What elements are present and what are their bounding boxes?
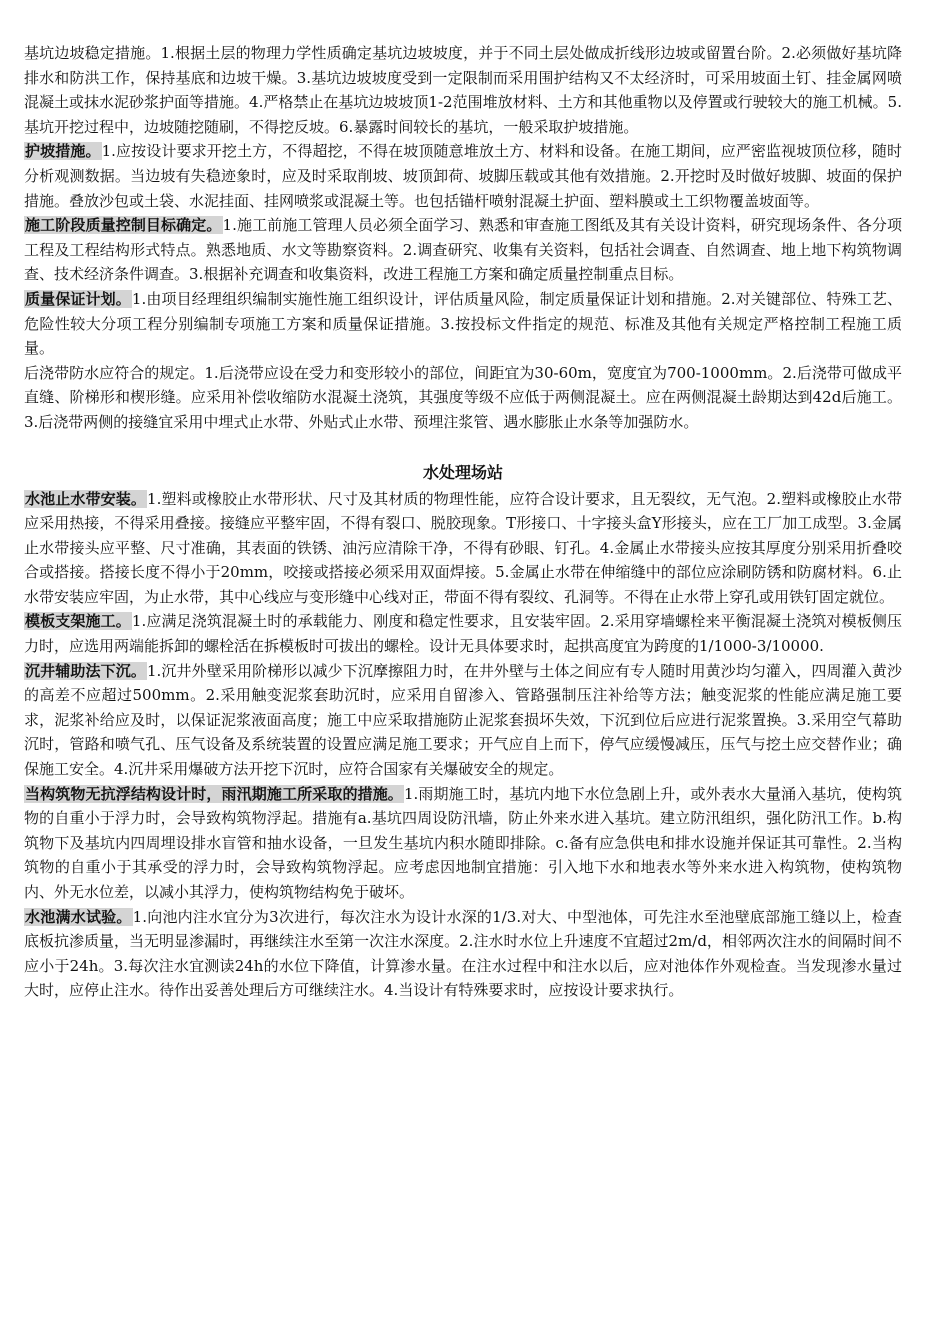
section-title: 水处理场站: [422, 462, 503, 482]
paragraph-text: 1.应满足浇筑混凝土时的承载能力、刚度和稳定性要求，且安装牢固。2.采用穿墙螺栓来平衡混凝土浇筑对模板侧压力时，应选用两端能拆卸的螺栓活在拆模板时可拔出的螺栓。设计无具体要求时，起拱高度宜为跨度的1/1000-3/10000.: [24, 612, 902, 656]
paragraph-post-pour-strip: [24, 361, 902, 435]
paragraph-heading: 沉井辅助法下沉。: [25, 661, 146, 680]
paragraph-heading: 质量保证计划。: [25, 289, 131, 308]
paragraph-text: 1.雨期施工时，基坑内地下水位急剧上升，或外表水大量涌入基坑，使构筑物的自重小于浮力时，会导致构筑物浮起。措施有a.基坑四周设防汛墙，防止外来水进入基坑。建立防汛组织，强化防汛工作。b.构筑物下及基坑内四周埋设排水盲管和抽水设备，一旦发生基坑内积水随即排除。c.备有应急供电和排水设施并保证其可靠性。2.当构筑物的自重小于其承受的浮力时，会导致构筑物浮起。应考虑因地制宜措施：引入地下水和地表水等外来水进入构筑物，使构筑物内、外无水位差，以减小其浮力，使构筑物结构免于破坏。: [24, 784, 902, 901]
paragraph-heading: 模板支架施工。: [25, 612, 131, 631]
paragraph-text: 基坑边坡稳定措施。1.根据土层的物理力学性质确定基坑边坡坡度，并于不同土层处做成折线形边坡或留置台阶。2.必须做好基坑降排水和防洪工作，保持基底和边坡干燥。3.基坑边坡坡度受到一定限制而采用围护结构又不太经济时，可采用坡面土钉、挂金属网喷混凝土或抹水泥砂浆护面等措施。4.严格禁止在基坑边坡坡顶1-2范围堆放材料、土方和其他重物以及停置或行驶较大的施工机械。5.基坑开挖过程中，边坡随挖随刷，不得挖反坡。6.暴露时间较长的基坑，一般采取护坡措施。: [24, 44, 902, 136]
paragraph-quality-plan: [24, 287, 902, 361]
paragraph-text: 1.向池内注水宜分为3次进行，每次注水为设计水深的1/3.对大、中型池体，可先注水至池壁底部施工缝以上，检查底板抗渗质量，当无明显渗漏时，再继续注水至第一次注水深度。2.注水时水位上升速度不宜超过2m/d，相邻两次注水的间隔时间不应小于24h。3.每次注水宜测读24h的水位下降值，计算渗水量。在注水过程中和注水以后，应对池体作外观检查。当发现渗水量过大时，应停止注水。待作出妥善处理后方可继续注水。4.当设计有特殊要求时，应按设计要求执行。: [24, 907, 902, 1000]
paragraph-slope-protection: [24, 139, 902, 213]
paragraph-heading: 当构筑物无抗浮结构设计时，雨汛期施工所采取的措施。: [25, 784, 403, 803]
paragraph-heading: 水池满水试验。: [25, 907, 132, 926]
paragraph-text: 1.塑料或橡胶止水带形状、尺寸及其材质的物理性能，应符合设计要求，且无裂纹，无气泡。2.塑料或橡胶止水带应采用热接，不得采用叠接。接缝应平整牢固，不得有裂口、脱胶现象。T形接口、十字接头盒Y形接头，应在工厂加工成型。3.金属止水带接头应平整、尺寸准确，其表面的铁锈、油污应清除干净，不得有砂眼、钉孔。4.金属止水带接头应按其厚度分别采用折叠咬合或搭接。搭接长度不得小于20mm，咬接或搭接必须采用双面焊接。5.金属止水带在伸缩缝中的部位应涂刷防锈和防腐材料。6.止水带安装应牢固，为止水带，其中心线应与变形缝中心线对正，带面不得有裂纹、孔洞等。不得在止水带上穿孔或用铁钉固定就位。: [24, 489, 902, 606]
paragraph-text: 1.施工前施工管理人员必须全面学习、熟悉和审查施工图纸及其有关设计资料，研究现场条件、各分项工程及工程结构形式特点。熟悉地质、水文等勘察资料。2.调查研究、收集有关资料，包括社会调查、自然调查、地上地下构筑物调查、技术经济条件调查。3.根据补充调查和收集资料，改进工程施工方案和确定质量控制重点目标。: [24, 216, 902, 284]
paragraph-text: 后浇带防水应符合的规定。1.后浇带应设在受力和变形较小的部位，间距宜为30-60m，宽度宜为700-1000mm。2.后浇带可做成平直缝、阶梯形和楔形缝。应采用补偿收缩防水混凝土浇筑，其强度等级不应低于两侧混凝土。应在两侧混凝土龄期达到42d后施工。3.后浇带两侧的接缝宜采用中埋式止水带、外贴式止水带、预埋注浆管、遇水膨胀止水条等加强防水。: [24, 363, 902, 431]
paragraph-text: 1.沉井外壁采用阶梯形以减少下沉摩擦阻力时，在井外壁与土体之间应有专人随时用黄沙均匀灌入，四周灌入黄沙的高差不应超过500mm。2.采用触变泥浆套助沉时，应采用自留渗入、管路强制压注补给等方法；触变泥浆的性能应满足施工要求，泥浆补给应及时，以保证泥浆液面高度；施工中应采取措施防止泥浆套损坏失效，下沉到位后应进行泥浆置换。3.采用空气幕助沉时，管路和喷气孔、压气设备及系统装置的设置应满足施工要求；开气应自上而下，停气应缓慢减压，压气与挖土应交替作业；确保施工安全。4.沉井采用爆破方法开挖下沉时，应符合国家有关爆破安全的规定。: [24, 661, 902, 779]
paragraph-text: 1.由项目经理组织编制实施性施工组织设计，评估质量风险，制定质量保证计划和措施。2.对关键部位、特殊工艺、危险性较大分项工程分别编制专项施工方案和质量保证措施。3.按投标文件指定的规范、标准及其他有关规定严格控制工程施工质量。: [24, 289, 902, 358]
paragraph-caisson-sinking: [24, 659, 902, 782]
paragraph-quality-target: [24, 213, 902, 287]
paragraph-water-test: [24, 905, 902, 1003]
paragraph-text: 1.应按设计要求开挖土方，不得超挖，不得在坡顶随意堆放土方、材料和设备。在施工期间，应严密监视坡顶位移，随时分析观测数据。当边坡有失稳迹象时，应及时采取削坡、坡顶卸荷、坡脚压载或其他有效措施。2.开挖时及时做好坡脚、坡面的保护措施。叠放沙包或土袋、水泥挂面、挂网喷浆或混凝土等。也包括锚杆喷射混凝土护面、塑料膜或土工织物覆盖坡面等。: [24, 142, 902, 210]
paragraph-formwork: [24, 609, 902, 658]
paragraph-slope-stability: [24, 41, 902, 139]
paragraph-heading: 护坡措施。: [25, 142, 101, 161]
paragraph-heading: 施工阶段质量控制目标确定。: [25, 216, 222, 235]
paragraph-waterstop: [24, 487, 902, 610]
paragraph-anti-float: [24, 782, 902, 905]
paragraph-heading: 水池止水带安装。: [25, 489, 147, 508]
